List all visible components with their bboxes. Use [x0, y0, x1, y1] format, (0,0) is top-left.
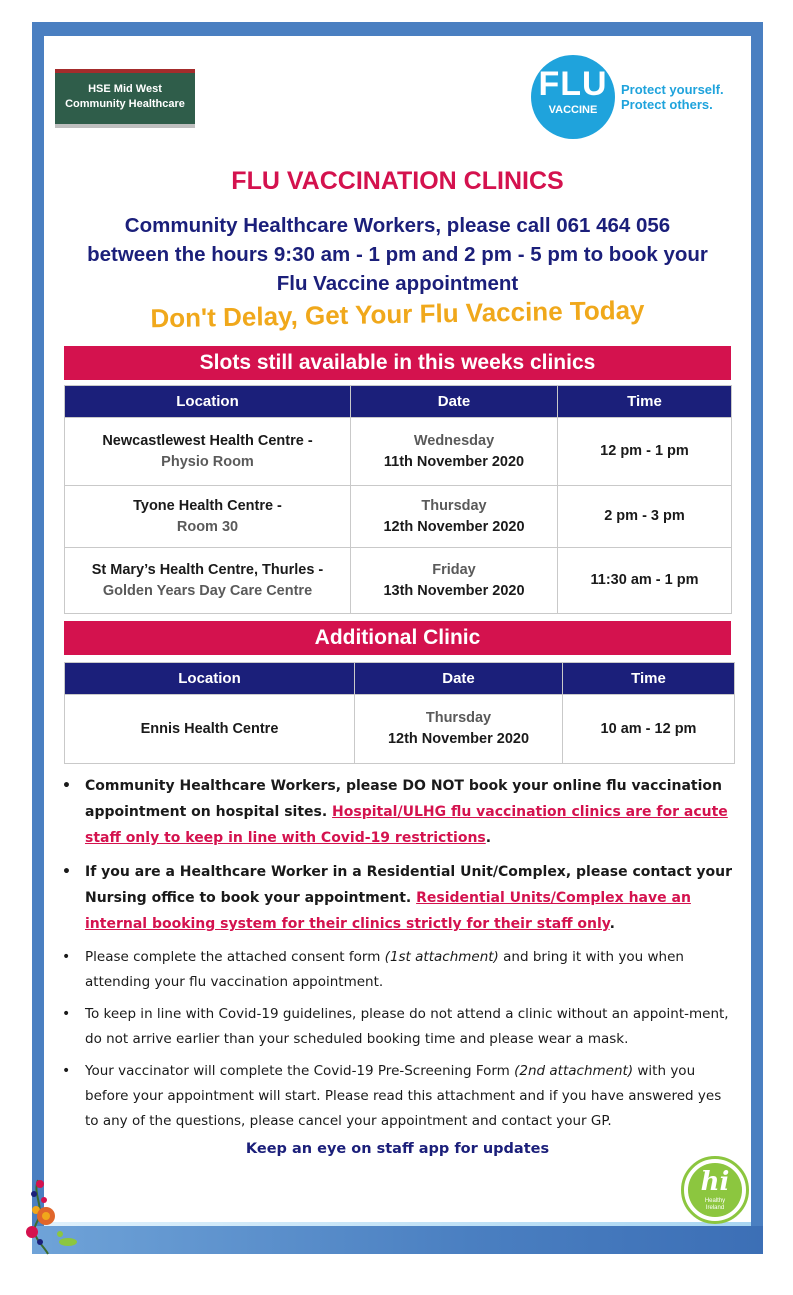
section-heading-available-slots: Slots still available in this weeks clinics	[64, 346, 731, 380]
date-full: 12th November 2020	[387, 731, 530, 747]
column-header-time: Time	[558, 386, 732, 418]
column-header-date: Date	[355, 663, 563, 695]
location-room: Physio Room	[161, 453, 254, 470]
flu-badge-small-text: VACCINE	[548, 104, 598, 116]
flu-badge-big-text: FLU	[538, 65, 608, 103]
location-room: Golden Years Day Care Centre	[102, 582, 313, 599]
hi-logo-line-1: Healthy	[704, 1198, 726, 1204]
date-full: 11th November 2020	[383, 453, 525, 470]
column-header-date: Date	[351, 386, 558, 418]
table-row	[65, 548, 732, 614]
available-clinics-table	[64, 385, 732, 614]
flower-decoration	[18, 1176, 88, 1256]
logo-text	[55, 82, 195, 112]
hi-logo-disc	[688, 1163, 742, 1217]
table-row	[65, 695, 735, 764]
date-day: Thursday	[425, 710, 492, 726]
cell-location	[65, 418, 351, 486]
section-heading-additional-clinic: Additional Clinic	[64, 621, 731, 655]
bullet-end: and bring it with you when attending your flu vaccination appointment.	[85, 949, 684, 990]
booking-line-2: between the hours 9:30 am - 1 pm and 2 pm - 5 pm to book your	[87, 243, 708, 266]
flu-vaccine-badge	[531, 55, 615, 139]
flu-tagline-1: Protect yourself.	[621, 82, 724, 97]
booking-line-3: Flu Vaccine appointment	[276, 272, 519, 295]
cell-location: Ennis Health Centre	[65, 695, 355, 764]
list-item	[62, 859, 737, 937]
bullet-italic: (2nd attachment)	[514, 1063, 634, 1079]
table-header-row	[65, 663, 735, 695]
column-header-location: Location	[65, 386, 351, 418]
bullet-text: Community Healthcare Workers, please DO NOT book your online flu vaccination appointment on hospital sites.	[85, 778, 722, 820]
flu-tagline-2: Protect others.	[621, 97, 713, 112]
cell-date	[351, 548, 558, 614]
bullet-highlight: Residential Units/Complex have an internal booking system for their clinics strictly for their staff only	[85, 890, 691, 932]
table-row	[65, 486, 732, 548]
date-day: Thursday	[421, 497, 487, 514]
list-item	[62, 773, 737, 851]
list-item	[62, 945, 737, 995]
cell-date	[351, 418, 558, 486]
cell-date	[351, 486, 558, 548]
slogan: Don't Delay, Get Your Flu Vaccine Today	[150, 294, 645, 334]
date-day: Wednesday	[413, 432, 495, 449]
bullet-text: To keep in line with Covid-19 guidelines, please do not attend a clinic without an appoint-ment, do not arrive earlier than your scheduled booking time and please wear a mask.	[85, 1006, 729, 1047]
page-title: FLU VACCINATION CLINICS	[231, 167, 564, 195]
flu-tagline	[621, 82, 724, 112]
bullet-end: with you before your appointment will start. Please read this attachment and if you have answered yes to any of the questions, please cancel your appointment and contact your GP.	[85, 1063, 722, 1129]
cell-time: 10 am - 12 pm	[563, 695, 735, 764]
column-header-time: Time	[563, 663, 735, 695]
table-row	[65, 418, 732, 486]
date-day: Friday	[432, 561, 476, 578]
cell-location	[65, 548, 351, 614]
bullet-italic: (1st attachment)	[384, 949, 499, 965]
logo-grey-stripe	[55, 124, 195, 128]
location-name: St Mary’s Health Centre, Thurles -	[91, 561, 324, 578]
bullet-text: Please complete the attached consent form	[85, 949, 385, 965]
column-header-location: Location	[65, 663, 355, 695]
location-room: Room 30	[176, 518, 239, 535]
list-item	[62, 1002, 737, 1052]
bullet-highlight: Hospital/ULHG flu vaccination clinics are for acute staff only to keep in line with Covid-19 restrictions	[85, 804, 728, 846]
additional-clinic-table	[64, 662, 735, 764]
booking-instructions	[50, 211, 745, 298]
footer-note: Keep an eye on staff app for updates	[245, 1141, 550, 1157]
cell-time: 11:30 am - 1 pm	[558, 548, 732, 614]
information-list	[62, 773, 737, 1141]
bottom-wave-band	[32, 1226, 763, 1254]
healthy-ireland-logo	[681, 1156, 749, 1224]
bullet-end: .	[485, 830, 492, 846]
hi-logo-caption	[688, 1198, 742, 1212]
cell-time: 2 pm - 3 pm	[558, 486, 732, 548]
logo-red-stripe	[55, 69, 195, 73]
date-full: 13th November 2020	[383, 582, 525, 599]
cell-location	[65, 486, 351, 548]
location-name: Newcastlewest Health Centre -	[102, 432, 313, 449]
bullet-text: If you are a Healthcare Worker in a Residential Unit/Complex, please contact your Nursing office to book your appointment.	[85, 864, 733, 906]
cell-date	[355, 695, 563, 764]
logo-line-1: HSE Mid West	[88, 83, 162, 95]
bullet-text: Your vaccinator will complete the Covid-19 Pre-Screening Form	[85, 1063, 515, 1079]
hi-logo-mark: hi	[700, 1167, 730, 1197]
booking-line-1: Community Healthcare Workers, please call 061 464 056	[124, 214, 671, 237]
date-full: 12th November 2020	[383, 518, 525, 535]
cell-time: 12 pm - 1 pm	[558, 418, 732, 486]
location-name: Tyone Health Centre -	[133, 497, 282, 514]
logo-line-2: Community Healthcare	[65, 98, 185, 110]
hi-logo-line-2: Ireland	[705, 1205, 725, 1211]
hse-logo	[55, 69, 195, 128]
bullet-end: .	[609, 916, 615, 932]
table-header-row	[65, 386, 732, 418]
list-item	[62, 1059, 737, 1134]
